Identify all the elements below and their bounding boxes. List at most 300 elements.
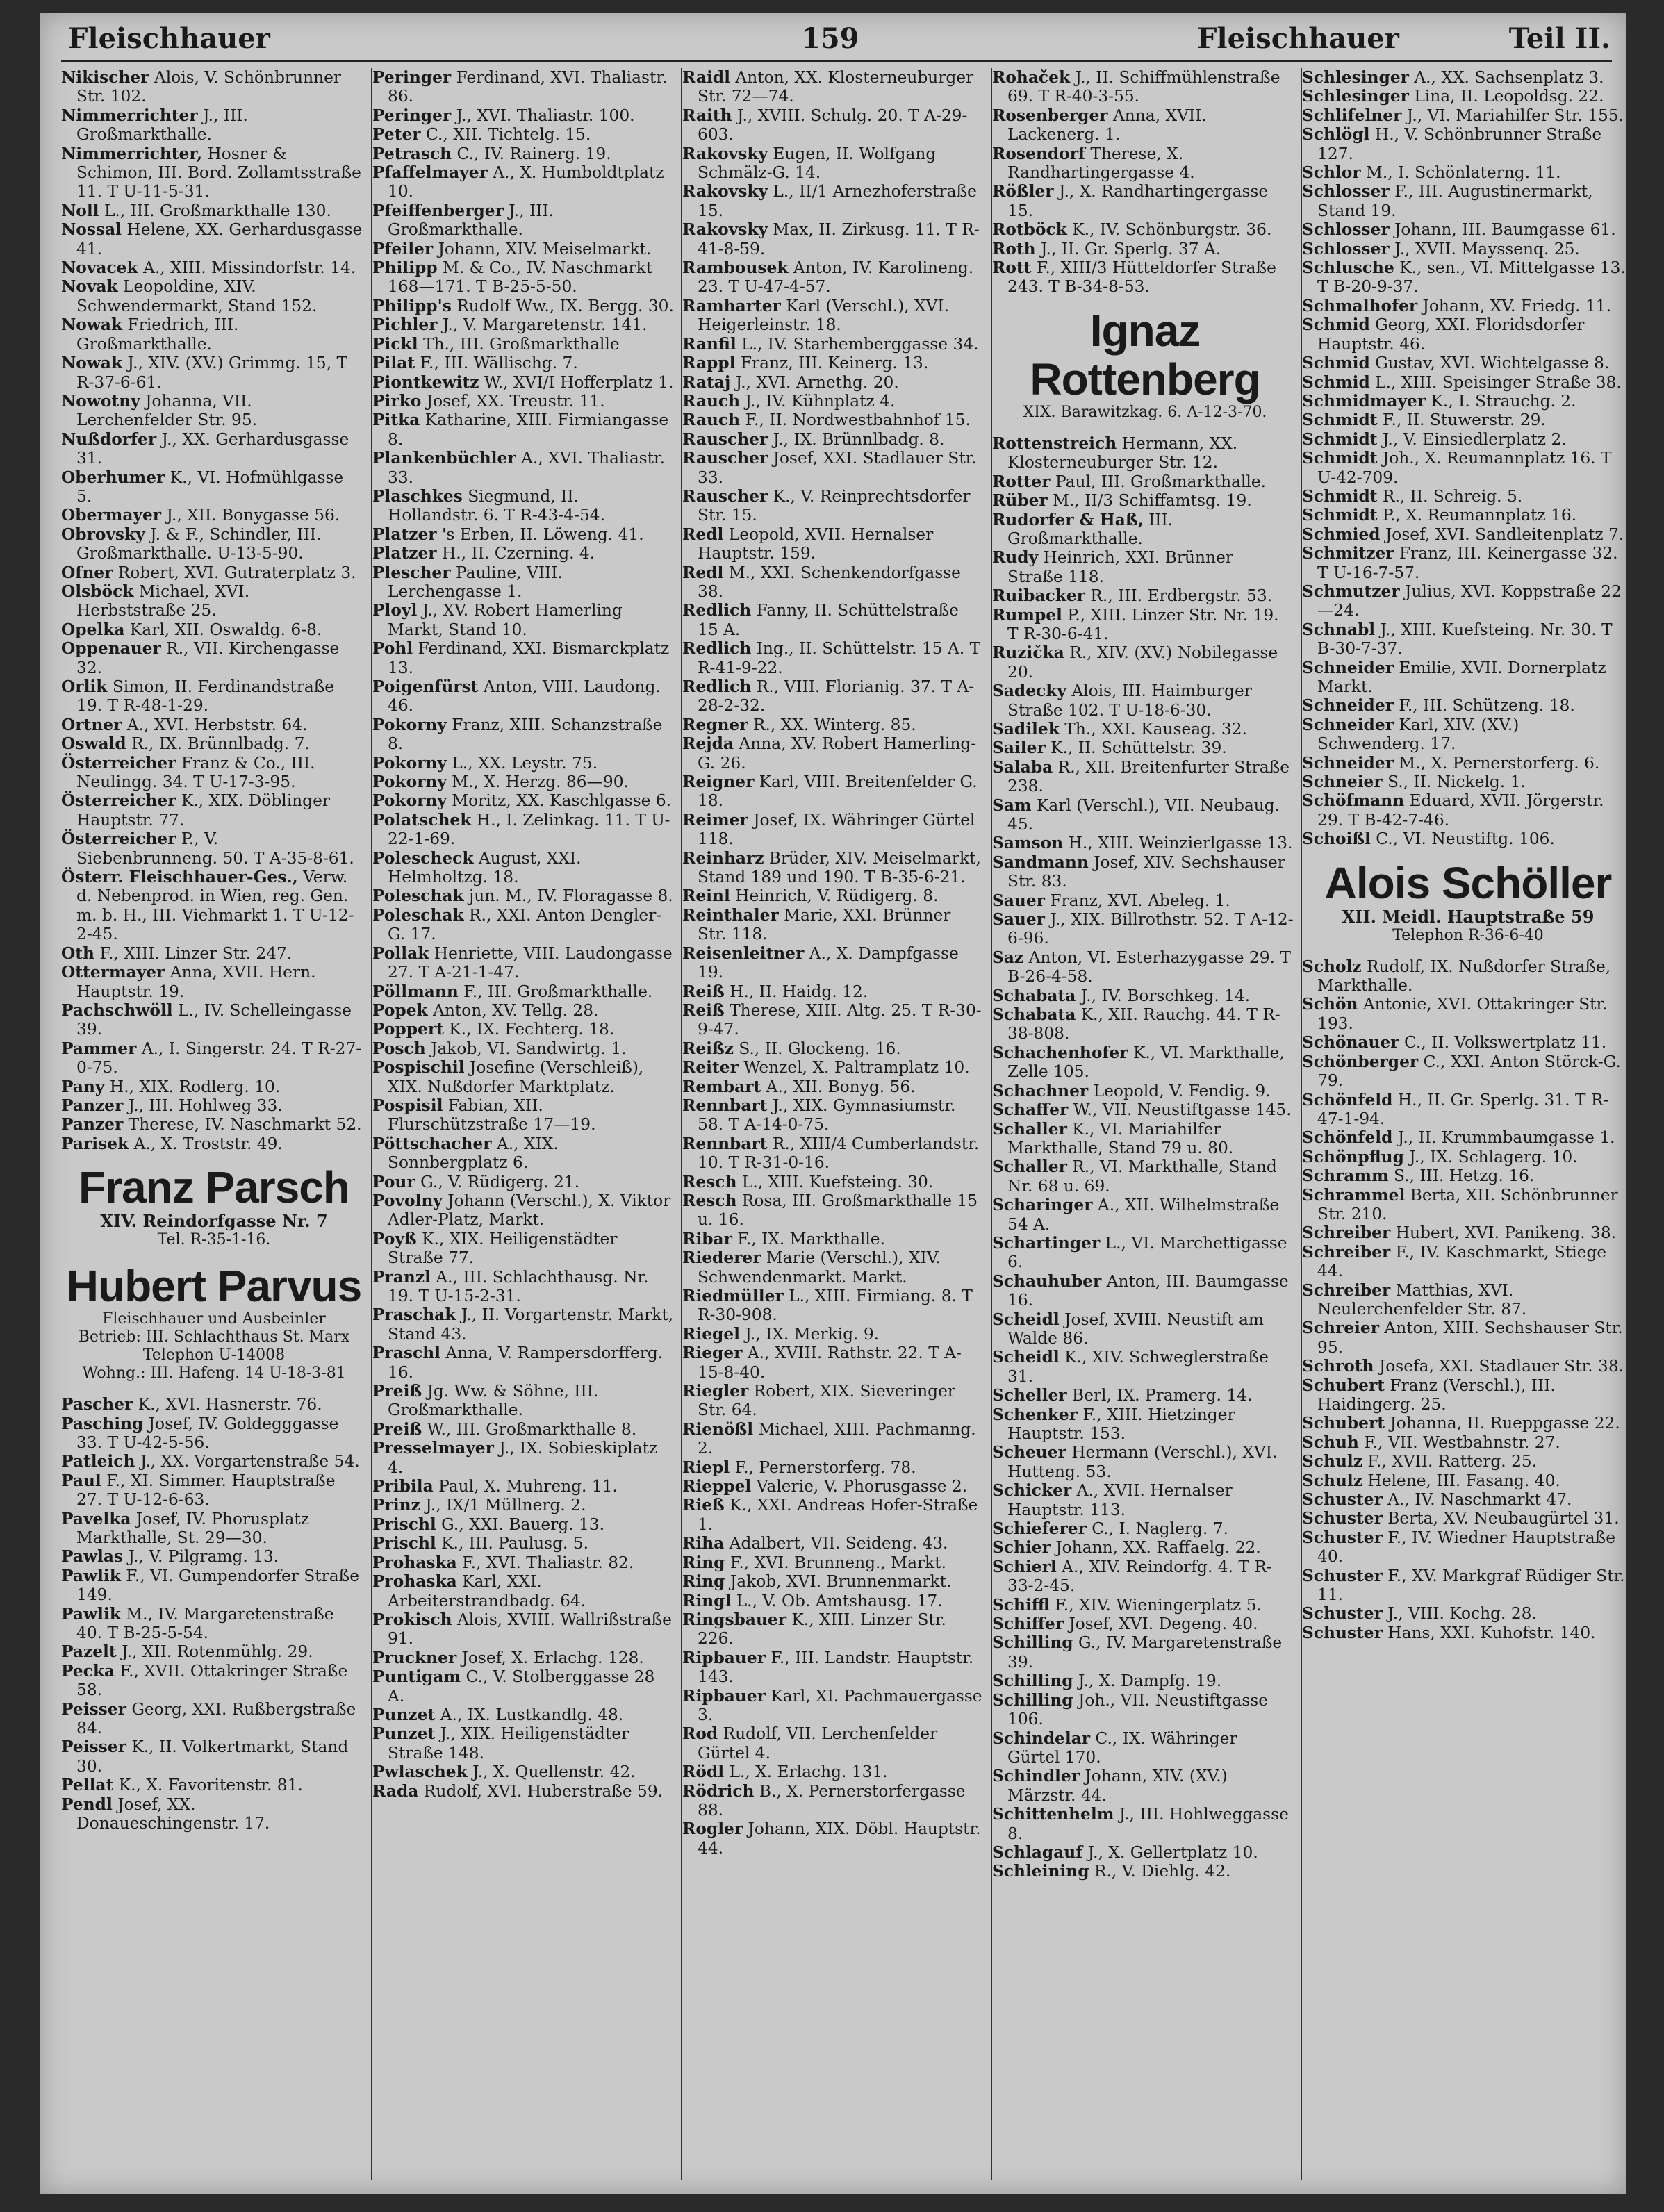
entry-details: J., II. Vorgartenstr. Markt, Stand 43. xyxy=(388,1305,674,1344)
directory-entry xyxy=(682,430,988,449)
directory-entry xyxy=(992,1386,1298,1405)
entry-name: Plescher xyxy=(372,563,451,582)
directory-entry xyxy=(61,1547,367,1566)
directory-entry xyxy=(1302,430,1626,449)
directory-entry xyxy=(1302,582,1626,620)
entry-name: Pohl xyxy=(372,639,413,659)
entry-name: Schlifelner xyxy=(1302,106,1402,125)
directory-entry xyxy=(682,639,988,677)
directory-entry xyxy=(1302,1243,1626,1281)
directory-entry xyxy=(372,1268,678,1306)
directory-entry xyxy=(992,1767,1298,1805)
entry-details: J., III. Hohlweggasse 8. xyxy=(1007,1805,1289,1843)
entry-details: Moritz, XX. Kaschlgasse 6. xyxy=(452,791,672,811)
entry-name: Schmied xyxy=(1302,525,1381,544)
directory-entry xyxy=(61,1452,367,1471)
entry-name: Raith xyxy=(682,106,732,125)
directory-entry xyxy=(1302,449,1626,487)
entry-name: Reigner xyxy=(682,773,755,792)
entry-name: Pecka xyxy=(61,1661,115,1681)
entry-details: M., I. Schönlaterng. 11. xyxy=(1366,163,1561,183)
entry-details: G., IV. Margaretenstraße 39. xyxy=(1007,1633,1283,1672)
entry-details: L., IV. Schelleingasse 39. xyxy=(76,1000,352,1039)
entry-name: Petrasch xyxy=(372,144,452,163)
entry-details: Hubert, XVI. Panikeng. 38. xyxy=(1395,1223,1617,1243)
entry-details: Th., III. Großmarkthalle xyxy=(422,334,620,354)
entry-details: Franz & Co., III. Neulingg. 34. T U-17-3-95. xyxy=(76,753,315,792)
entry-details: J., II. Gr. Sperlg. 37 A. xyxy=(1041,239,1221,258)
entry-name: Pfaffelmayer xyxy=(372,163,488,183)
entry-name: Pawlas xyxy=(61,1547,124,1567)
entry-name: Pokorny xyxy=(372,791,447,811)
directory-entry xyxy=(372,315,678,334)
ad-ignaz-rottenberg xyxy=(995,306,1295,422)
entry-name: Scheller xyxy=(992,1386,1067,1405)
directory-entry xyxy=(61,677,367,716)
entry-details: Simon, II. Ferdinandstraße 19. T R-48-1-29. xyxy=(76,677,335,716)
entry-name: Preiß xyxy=(372,1382,422,1401)
entry-name: Schieferer xyxy=(992,1519,1087,1539)
entry-details: Josef, XVI. Sandleitenplatz 7. xyxy=(1385,525,1624,544)
entry-name: Rauscher xyxy=(682,486,768,506)
entry-details: J., V. Margaretenstr. 141. xyxy=(442,315,648,335)
entry-details: F., XIII. Hietzinger Hauptstr. 153. xyxy=(1007,1405,1235,1443)
entry-details: C., II. Volkswertplatz 11. xyxy=(1403,1033,1607,1053)
entry-name: Punzet xyxy=(372,1705,436,1724)
entry-name: Oth xyxy=(61,943,94,963)
entry-name: Saz xyxy=(992,948,1024,967)
directory-entry xyxy=(682,563,988,602)
page-header xyxy=(40,18,1626,60)
directory-entry xyxy=(61,468,367,506)
directory-entry xyxy=(992,1405,1298,1444)
entry-name: Prinz xyxy=(372,1496,420,1515)
directory-entry xyxy=(682,601,988,639)
entry-details: J., XV. Robert Hamerling Markt, Stand 10. xyxy=(388,601,623,639)
directory-entry xyxy=(372,944,678,982)
entry-details: J., VI. Mariahilfer Str. 155. xyxy=(1406,106,1624,125)
directory-entry xyxy=(372,449,678,487)
entry-name: Sadilek xyxy=(992,719,1060,738)
entry-name: Schindler xyxy=(992,1767,1080,1786)
directory-entry xyxy=(992,240,1298,258)
entry-details: R., VIII. Florianig. 37. T A-28-2-32. xyxy=(698,677,975,716)
entry-details: Josefine (Verschleiß), XIX. Nußdorfer Marktplatz. xyxy=(388,1058,644,1096)
directory-entry xyxy=(1302,1528,1626,1567)
entry-name: Rotter xyxy=(992,472,1051,491)
entry-details: Hermann, XX. Klosterneuburger Str. 12. xyxy=(1007,434,1238,472)
entry-details: F., XVI. Thaliastr. 82. xyxy=(462,1553,634,1572)
directory-entry xyxy=(682,1782,988,1820)
entry-name: Schuster xyxy=(1302,1509,1383,1528)
entry-name: Reißz xyxy=(682,1039,734,1058)
entry-details: Anton, VI. Esterhazygasse 29. T B-26-4-58. xyxy=(1007,948,1291,987)
directory-entry xyxy=(682,392,988,411)
entry-details: Josef, XVIII. Neustift am Walde 86. xyxy=(1007,1310,1265,1348)
entry-name: Schleining xyxy=(992,1862,1089,1881)
entry-details: Georg, XXI. Floridsdorfer Hauptstr. 46. xyxy=(1317,315,1585,354)
entry-name: Schuster xyxy=(1302,1528,1383,1547)
entry-details: III. Großmarkthalle. xyxy=(1007,510,1173,548)
entry-name: Prischl xyxy=(372,1514,436,1534)
entry-details: W., XVI/I Hofferplatz 1. xyxy=(484,372,674,392)
entry-name: Ramharter xyxy=(682,296,781,315)
directory-entry xyxy=(992,1519,1298,1538)
entry-details: K., III. Paulusg. 5. xyxy=(441,1534,589,1553)
directory-entry xyxy=(682,411,988,429)
directory-entry xyxy=(992,910,1298,948)
entry-name: Schreier xyxy=(1302,1319,1379,1338)
entry-details: R., VI. Markthalle, Stand Nr. 68 u. 69. xyxy=(1007,1157,1277,1196)
entry-name: Schubert xyxy=(1302,1376,1385,1395)
entry-name: Nossal xyxy=(61,220,122,240)
directory-entry xyxy=(1302,659,1626,697)
entry-details: C., IX. Währinger Gürtel 170. xyxy=(1007,1728,1237,1767)
entry-details: Franz, XIII. Schanzstraße 8. xyxy=(388,715,663,754)
entry-name: Posch xyxy=(372,1039,426,1058)
entry-name: Oberhumer xyxy=(61,468,165,487)
entry-details: Franz, XVI. Abeleg. 1. xyxy=(1050,891,1230,910)
directory-entry xyxy=(1302,716,1626,754)
entry-name: Rauch xyxy=(682,411,741,430)
entry-details: A., X. Troststr. 49. xyxy=(133,1134,283,1153)
entry-name: Ringl xyxy=(682,1591,732,1610)
entry-name: Schuster xyxy=(1302,1623,1383,1642)
entry-name: Schreiber xyxy=(1302,1223,1391,1243)
entry-details: Ferdinand, XXI. Bismarckplatz 13. xyxy=(388,639,670,677)
directory-entry xyxy=(992,220,1298,239)
entry-name: Schuster xyxy=(1302,1490,1383,1510)
column-4 xyxy=(991,68,1298,2180)
entry-details: K., XVI. Hasnerstr. 76. xyxy=(138,1395,322,1414)
directory-entry xyxy=(61,1096,367,1115)
directory-entry xyxy=(682,1078,988,1096)
directory-entry xyxy=(61,754,367,792)
entry-name: Nimmerrichter xyxy=(61,106,198,125)
directory-entry xyxy=(682,773,988,811)
header-part: Teil II. xyxy=(1508,22,1611,55)
directory-entry xyxy=(1302,373,1626,392)
entry-name: Nikischer xyxy=(61,68,149,87)
entry-details: H., II. Haidg. 12. xyxy=(730,982,868,1001)
entry-name: Pokorny xyxy=(372,753,447,773)
directory-entry xyxy=(372,1134,678,1173)
entry-details: Robert, XIX. Sieveringer Str. 64. xyxy=(698,1382,956,1420)
directory-entry xyxy=(372,1439,678,1477)
entry-details: Lina, II. Leopoldsg. 22. xyxy=(1414,87,1604,106)
directory-entry xyxy=(682,1477,988,1496)
entry-details: A., III. Schlachthausg. Nr. 19. T U-15-2-31. xyxy=(388,1267,649,1305)
entry-name: Reiter xyxy=(682,1058,739,1078)
directory-entry xyxy=(61,791,367,830)
directory-entry xyxy=(372,1667,678,1706)
entry-details: K., XIII. Linzer Str. 226. xyxy=(698,1610,946,1649)
entry-name: Scheuer xyxy=(992,1443,1066,1462)
entry-name: Schulz xyxy=(1302,1471,1362,1490)
directory-entry xyxy=(372,754,678,773)
ad-parvus-name: Hubert Parvus xyxy=(66,1261,362,1312)
directory-entry xyxy=(992,1082,1298,1100)
entry-details: P., XIII. Linzer Str. Nr. 19. T R-30-6-41. xyxy=(1007,605,1279,643)
directory-entry xyxy=(682,1134,988,1173)
entry-name: Schmidt xyxy=(1302,429,1378,449)
entry-details: A., XX. Sachsenplatz 3. xyxy=(1414,68,1604,87)
entry-details: J., III. Hohlweg 33. xyxy=(128,1096,283,1115)
directory-entry xyxy=(682,1001,988,1039)
entry-details: Anton, XV. Tellg. 28. xyxy=(433,1000,599,1020)
directory-entry xyxy=(372,1382,678,1420)
entry-name: Pammer xyxy=(61,1039,137,1058)
entry-details: F., III. Landstr. Hauptstr. 143. xyxy=(698,1648,974,1687)
directory-entry xyxy=(372,773,678,791)
entry-name: Rauscher xyxy=(682,429,768,449)
entry-details: M., XXI. Schenkendorfgasse 38. xyxy=(698,563,961,601)
entry-details: Ferdinand, XVI. Thaliastr. 86. xyxy=(388,68,668,106)
directory-entry xyxy=(1302,1319,1626,1357)
ad-parsch-address: XIV. Reindorfgasse Nr. 7 xyxy=(100,1211,328,1232)
directory-entry xyxy=(61,392,367,430)
entry-details: Heinrich, V. Rüdigerg. 8. xyxy=(735,886,939,906)
entry-name: Obermayer xyxy=(61,506,162,525)
ad-rottenberg-name: Ignaz Rottenberg xyxy=(1030,305,1260,404)
entry-name: Reinl xyxy=(682,886,730,906)
directory-entry xyxy=(992,434,1298,472)
entry-details: Anton, XX. Klosterneuburger Str. 72—74. xyxy=(698,68,974,106)
entry-name: Pokorny xyxy=(372,715,447,734)
directory-entry xyxy=(682,487,988,525)
directory-entry xyxy=(372,392,678,411)
directory-entry xyxy=(992,1596,1298,1615)
entry-name: Schmid xyxy=(1302,354,1370,373)
entry-name: Pazelt xyxy=(61,1642,117,1662)
entry-name: Schuh xyxy=(1302,1433,1359,1452)
entry-name: Presselmayer xyxy=(372,1439,494,1458)
directory-entry xyxy=(372,1534,678,1553)
entry-details: R., XXI. Anton Dengler-G. 17. xyxy=(388,905,662,944)
entry-name: Pickl xyxy=(372,334,418,354)
entry-name: Nowotny xyxy=(61,391,140,411)
entry-details: L., XX. Leystr. 75. xyxy=(452,753,598,773)
directory-entry xyxy=(1302,1186,1626,1224)
directory-entry xyxy=(992,834,1298,852)
directory-entry xyxy=(992,891,1298,910)
directory-entry xyxy=(682,106,988,145)
entry-details: J., IV. Borschkeg. 14. xyxy=(1080,986,1251,1005)
entry-details: Josef, XIV. Sechshauser Str. 83. xyxy=(1007,852,1285,891)
entry-name: Platzer xyxy=(372,544,437,563)
directory-entry xyxy=(61,1078,367,1096)
directory-entry xyxy=(992,1443,1298,1481)
entry-name: Schönpflug xyxy=(1302,1147,1404,1166)
directory-entry xyxy=(1302,1281,1626,1319)
entry-details: Josef, XX. Donaueschingenstr. 17. xyxy=(76,1794,270,1833)
entry-details: Paul, X. Muhreng. 11. xyxy=(438,1477,618,1496)
directory-entry xyxy=(372,544,678,563)
directory-entry xyxy=(372,1344,678,1382)
entry-name: Scholz xyxy=(1302,957,1362,976)
entry-details: L., V. Ob. Amtshausg. 17. xyxy=(736,1591,943,1610)
entry-details: Fanny, II. Schüttelstraße 15 A. xyxy=(698,601,959,639)
entry-details: F., III. Wällischg. 7. xyxy=(420,354,578,373)
entry-details: J., XIII. Kuefsteing. Nr. 30. T B-30-7-37. xyxy=(1317,620,1613,659)
entry-details: Alois, V. Schönbrunner Str. 102. xyxy=(76,68,341,106)
entry-details: Ing., II. Schüttelstr. 15 A. T R-41-9-22. xyxy=(698,639,981,677)
directory-entry xyxy=(1302,1604,1626,1623)
directory-entry xyxy=(372,601,678,639)
entry-name: Rennbart xyxy=(682,1096,768,1115)
entry-details: H., I. Zelinkag. 11. T U-22-1-69. xyxy=(388,810,670,849)
entry-name: Rambousek xyxy=(682,258,789,278)
entry-name: Plankenbüchler xyxy=(372,449,516,468)
entry-name: Österr. Fleischhauer-Ges., xyxy=(61,868,298,887)
entry-details: C., I. Naglerg. 7. xyxy=(1092,1519,1228,1539)
directory-entry xyxy=(992,145,1298,183)
entry-name: Schoißl xyxy=(1302,830,1371,849)
entry-name: Ortner xyxy=(61,715,122,734)
entry-name: Sauer xyxy=(992,891,1045,910)
directory-entry xyxy=(1302,258,1626,297)
entry-name: Schierl xyxy=(992,1557,1057,1576)
header-rule xyxy=(61,60,1612,62)
entry-details: Hermann (Verschl.), XVI. Hutteng. 53. xyxy=(1007,1443,1278,1481)
entry-name: Schlusche xyxy=(1302,258,1394,278)
entry-details: P., V. Siebenbrunneng. 50. T A-35-8-61. xyxy=(76,830,354,868)
entry-details: Helene, XX. Gerhardusgasse 41. xyxy=(76,220,363,258)
entry-details: F., VII. Westbahnstr. 27. xyxy=(1364,1433,1560,1452)
entry-name: Schneier xyxy=(1302,773,1383,792)
entry-name: Riegler xyxy=(682,1382,749,1401)
column-1 xyxy=(61,68,367,2180)
directory-entry xyxy=(61,106,367,145)
entry-details: Johann, XIX. Döbl. Hauptstr. 44. xyxy=(698,1819,981,1858)
directory-entry xyxy=(61,868,367,944)
entry-details: M., IV. Margaretenstraße 40. T B-25-5-54. xyxy=(76,1604,334,1643)
entry-name: Pwlaschek xyxy=(372,1763,468,1782)
entry-name: Pribila xyxy=(372,1477,434,1496)
directory-entry xyxy=(682,1687,988,1725)
entry-details: Marie (Verschl.), XIV. Schwendenmarkt. Markt. xyxy=(698,1248,941,1287)
directory-entry xyxy=(992,1272,1298,1310)
ad-parvus-phone: Telephon U-14008 xyxy=(142,1346,286,1364)
entry-details: J. & F., Schindler, III. Großmarkthalle. U-13-5-90. xyxy=(76,525,322,563)
directory-entry xyxy=(1302,1091,1626,1129)
entry-name: Pavelka xyxy=(61,1509,131,1528)
directory-entry xyxy=(372,886,678,905)
entry-name: Panzer xyxy=(61,1115,124,1134)
ad-rottenberg-address: XIX. Barawitzkag. 6. A-12-3-70. xyxy=(1023,403,1267,421)
directory-entry xyxy=(61,563,367,582)
entry-details: C., XXI. Anton Störck-G. 79. xyxy=(1317,1052,1621,1091)
entry-details: J., V. Pilgramg. 13. xyxy=(128,1547,279,1567)
entry-details: K., sen., VI. Mittelgasse 13. T B-20-9-37. xyxy=(1317,258,1626,297)
directory-entry xyxy=(372,487,678,525)
entry-name: Pranzl xyxy=(372,1267,431,1287)
directory-entry xyxy=(372,1610,678,1649)
entry-details: Franz (Verschl.), III. Haidingerg. 25. xyxy=(1317,1376,1556,1414)
entry-details: J., VIII. Kochg. 28. xyxy=(1387,1604,1537,1624)
entry-name: Ruibacker xyxy=(992,586,1085,606)
entry-details: Jakob, XVI. Brunnenmarkt. xyxy=(730,1572,952,1592)
entry-details: Paul, III. Großmarkthalle. xyxy=(1055,472,1267,491)
column-3 xyxy=(681,68,988,2180)
entry-details: K., II. Volkertmarkt, Stand 30. xyxy=(76,1738,349,1776)
entry-name: Rosenberger xyxy=(992,106,1108,125)
entry-name: Ring xyxy=(682,1572,725,1592)
entry-details: Michael, XVI. Herbststraße 25. xyxy=(76,581,250,620)
entry-details: Johanna, II. Rueppgasse 22. xyxy=(1390,1414,1620,1433)
entry-name: Philipp's xyxy=(372,296,452,315)
entry-name: Schiffl xyxy=(992,1595,1050,1615)
entry-name: Schönauer xyxy=(1302,1033,1399,1053)
entry-details: A., XVI. Thaliastr. 33. xyxy=(388,449,666,487)
directory-entry xyxy=(61,1115,367,1134)
entry-name: Schilling xyxy=(992,1690,1073,1710)
directory-entry xyxy=(992,643,1298,682)
entry-name: Rohaček xyxy=(992,68,1071,87)
directory-entry xyxy=(682,1819,988,1858)
entry-details: Johann, XV. Friedg. 11. xyxy=(1422,296,1611,315)
directory-entry xyxy=(992,1538,1298,1557)
entry-details: A., I. Singerstr. 24. T R-27-0-75. xyxy=(76,1039,362,1078)
entry-name: Riederer xyxy=(682,1248,761,1268)
directory-entry xyxy=(372,106,678,125)
entry-name: Roth xyxy=(992,239,1036,258)
entry-details: J., V. Einsiedlerplatz 2. xyxy=(1382,429,1567,449)
entry-details: Rosa, III. Großmarkthalle 15 u. 16. xyxy=(698,1191,978,1230)
entry-details: R., V. Diehlg. 42. xyxy=(1094,1862,1231,1881)
entry-name: Rennbart xyxy=(682,1134,768,1153)
entry-name: Plaschkes xyxy=(372,486,463,506)
directory-entry xyxy=(1302,68,1626,87)
entry-details: J., XIX. Billrothstr. 52. T A-12-6-96. xyxy=(1007,910,1294,948)
entry-details: G., XXI. Bauerg. 13. xyxy=(441,1514,605,1534)
directory-entry xyxy=(992,1310,1298,1348)
entry-name: Peringer xyxy=(372,68,452,87)
entry-name: Schlesinger xyxy=(1302,87,1409,106)
directory-entry xyxy=(372,639,678,677)
entry-name: Poleschak xyxy=(372,886,464,906)
entry-details: W., VII. Neustiftgasse 145. xyxy=(1073,1100,1292,1120)
entry-name: Paul xyxy=(61,1471,101,1490)
directory-entry xyxy=(61,1605,367,1643)
entry-name: Ofner xyxy=(61,563,113,582)
entry-details: J., XII. Rotenmühlg. 29. xyxy=(122,1642,313,1662)
directory-entry xyxy=(61,716,367,734)
directory-entry xyxy=(1302,240,1626,258)
entry-name: Ranfil xyxy=(682,334,736,354)
entry-details: Rudolf Ww., IX. Bergg. 30. xyxy=(456,296,674,315)
directory-entry xyxy=(372,1649,678,1667)
directory-entry xyxy=(992,472,1298,491)
directory-entry xyxy=(61,430,367,468)
directory-entry xyxy=(682,335,988,354)
entry-details: Anton, IV. Karolineng. 23. T U-47-4-57. xyxy=(698,258,974,297)
entry-name: Pokorny xyxy=(372,773,447,792)
entry-name: Riepl xyxy=(682,1458,730,1477)
entry-name: Schmid xyxy=(1302,372,1370,392)
directory-entry xyxy=(61,1001,367,1039)
entry-details: Anna, V. Rampersdorfferg. 16. xyxy=(388,1344,664,1382)
directory-entry xyxy=(372,68,678,106)
directory-entry xyxy=(61,1471,367,1510)
entry-details: Johanna, VII. Lerchenfelder Str. 95. xyxy=(76,391,258,430)
directory-entry xyxy=(1302,1357,1626,1376)
entry-name: Rottenstreich xyxy=(992,434,1117,453)
entry-details: Emilie, XVII. Dornerplatz Markt. xyxy=(1317,658,1606,696)
directory-entry xyxy=(1302,1053,1626,1091)
entry-details: H., V. Schönbrunner Straße 127. xyxy=(1317,125,1602,163)
entry-details: F., XVI. Brunneng., Markt. xyxy=(730,1553,946,1572)
